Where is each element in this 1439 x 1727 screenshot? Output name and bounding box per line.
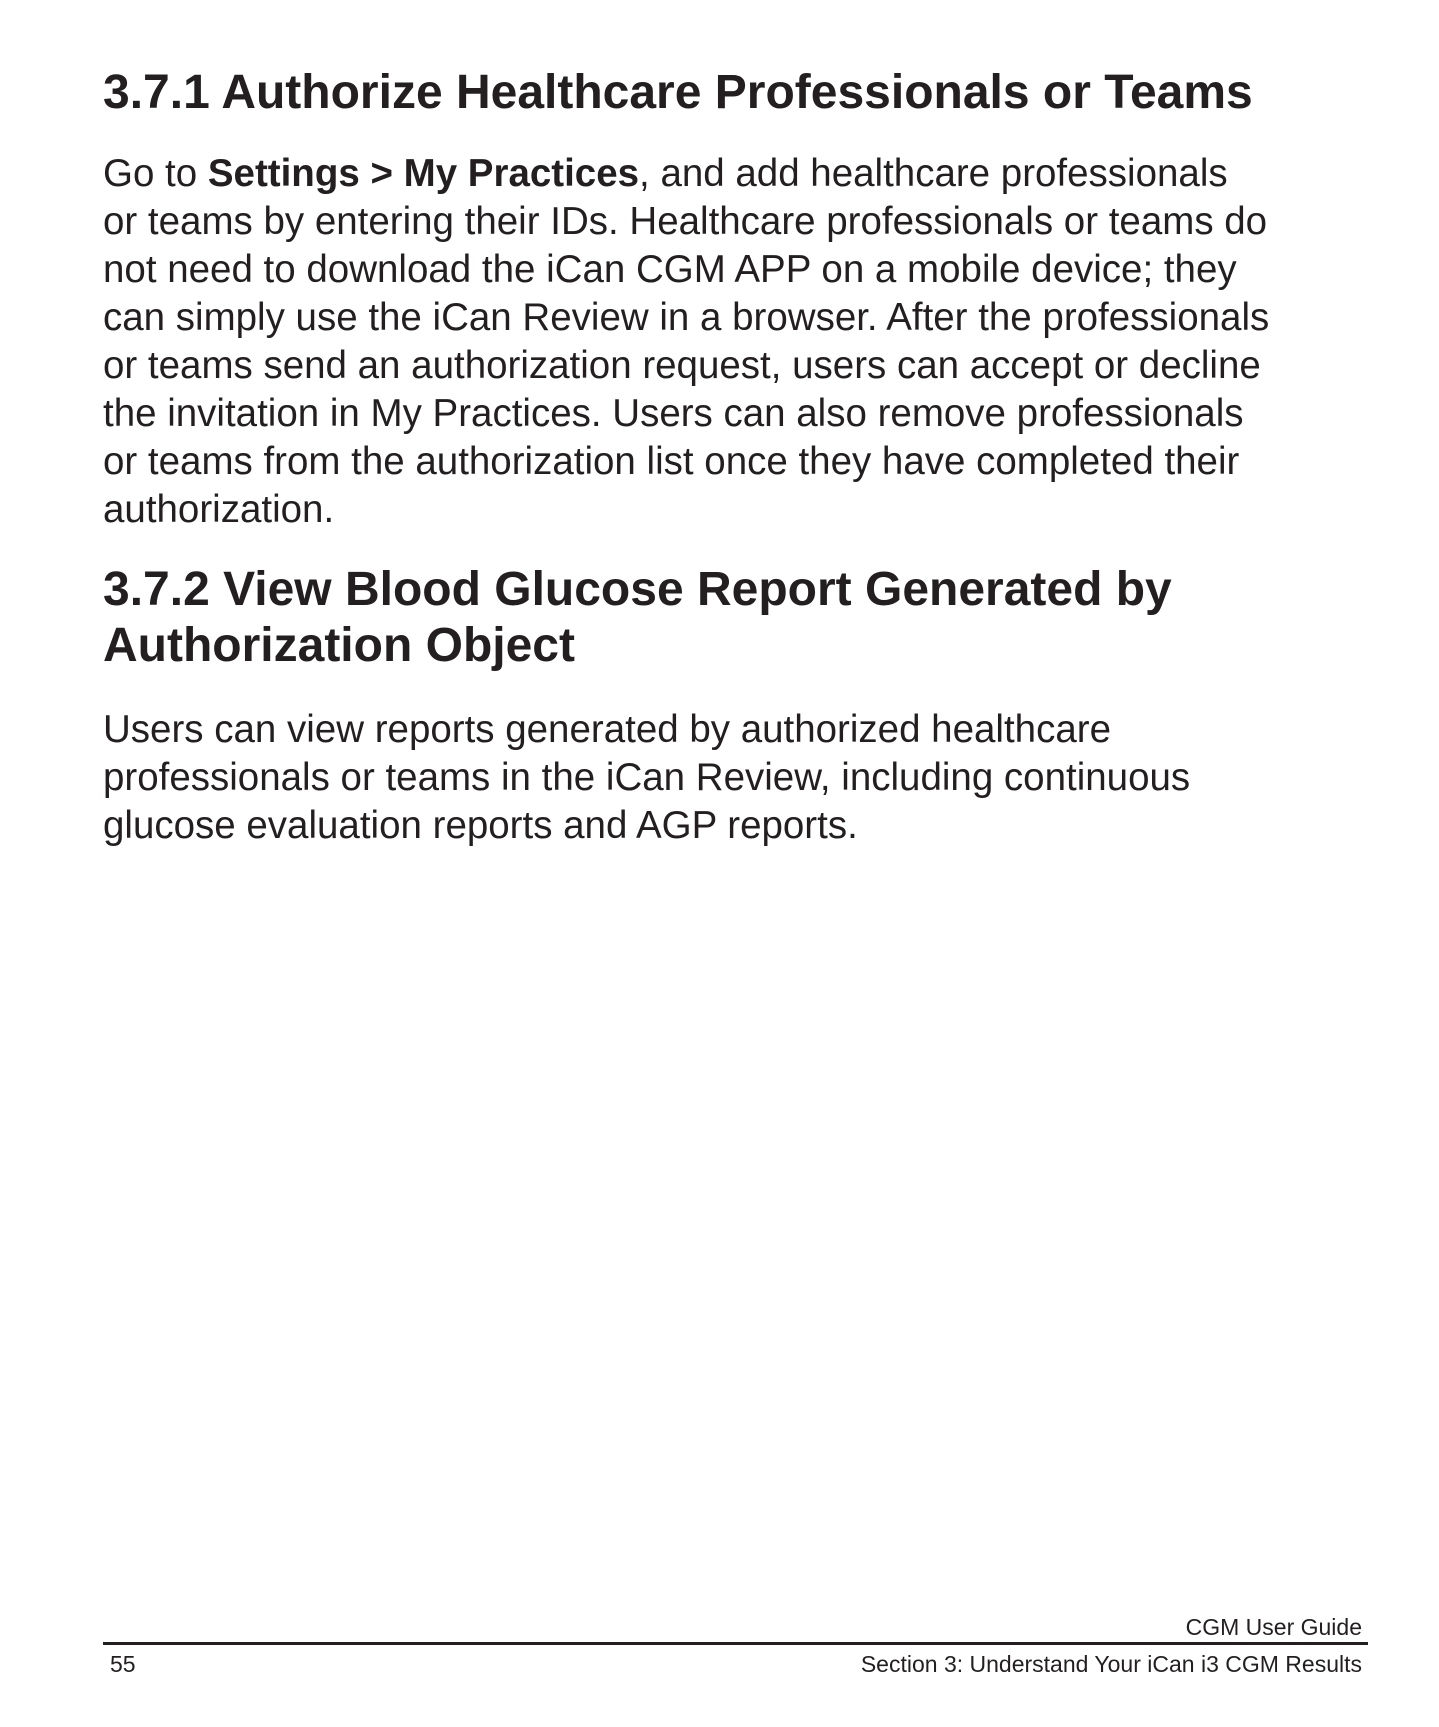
menu-path-bold: Settings > My Practices	[207, 152, 640, 195]
paragraph-line: or teams from the authorization list once they have completed their	[103, 440, 1240, 483]
paragraph-line: professionals or teams in the iCan Review, including continuous	[103, 756, 1191, 799]
heading-line: 3.7.2 View Blood Glucose Report Generated by	[103, 563, 1172, 616]
paragraph-line: glucose evaluation reports and AGP reports.	[103, 804, 858, 847]
paragraph-line: can simply use the iCan Review in a browser. After the professionals	[103, 296, 1270, 339]
section-3-7-2-paragraph	[103, 706, 1190, 850]
footer-divider	[103, 1642, 1368, 1645]
paragraph-line: not need to download the iCan CGM APP on a mobile device; they	[103, 248, 1237, 291]
paragraph-line	[103, 150, 1269, 198]
paragraph-line: or teams send an authorization request, users can accept or decline	[103, 344, 1261, 387]
page-number: 55	[110, 1651, 136, 1677]
heading-text: 3.7.1 Authorize Healthcare Professionals or Teams	[103, 66, 1253, 119]
line-suffix: , and add healthcare professionals	[639, 152, 1228, 195]
paragraph-line: the invitation in My Practices. Users can also remove professionals	[103, 392, 1244, 435]
paragraph-line: Users can view reports generated by authorized healthcare	[103, 708, 1111, 751]
paragraph-line: or teams by entering their IDs. Healthcare professionals or teams do	[103, 200, 1268, 243]
section-3-7-1-paragraph	[103, 150, 1269, 534]
paragraph-line: authorization.	[103, 488, 335, 531]
footer-section-title: Section 3: Understand Your iCan i3 CGM Results	[860, 1651, 1362, 1677]
line-prefix: Go to	[103, 152, 208, 195]
section-heading-3-7-2	[103, 562, 1172, 674]
footer-guide-title: CGM User Guide	[1185, 1614, 1362, 1640]
heading-line: Authorization Object	[103, 619, 575, 672]
section-heading-3-7-1	[103, 65, 1253, 121]
